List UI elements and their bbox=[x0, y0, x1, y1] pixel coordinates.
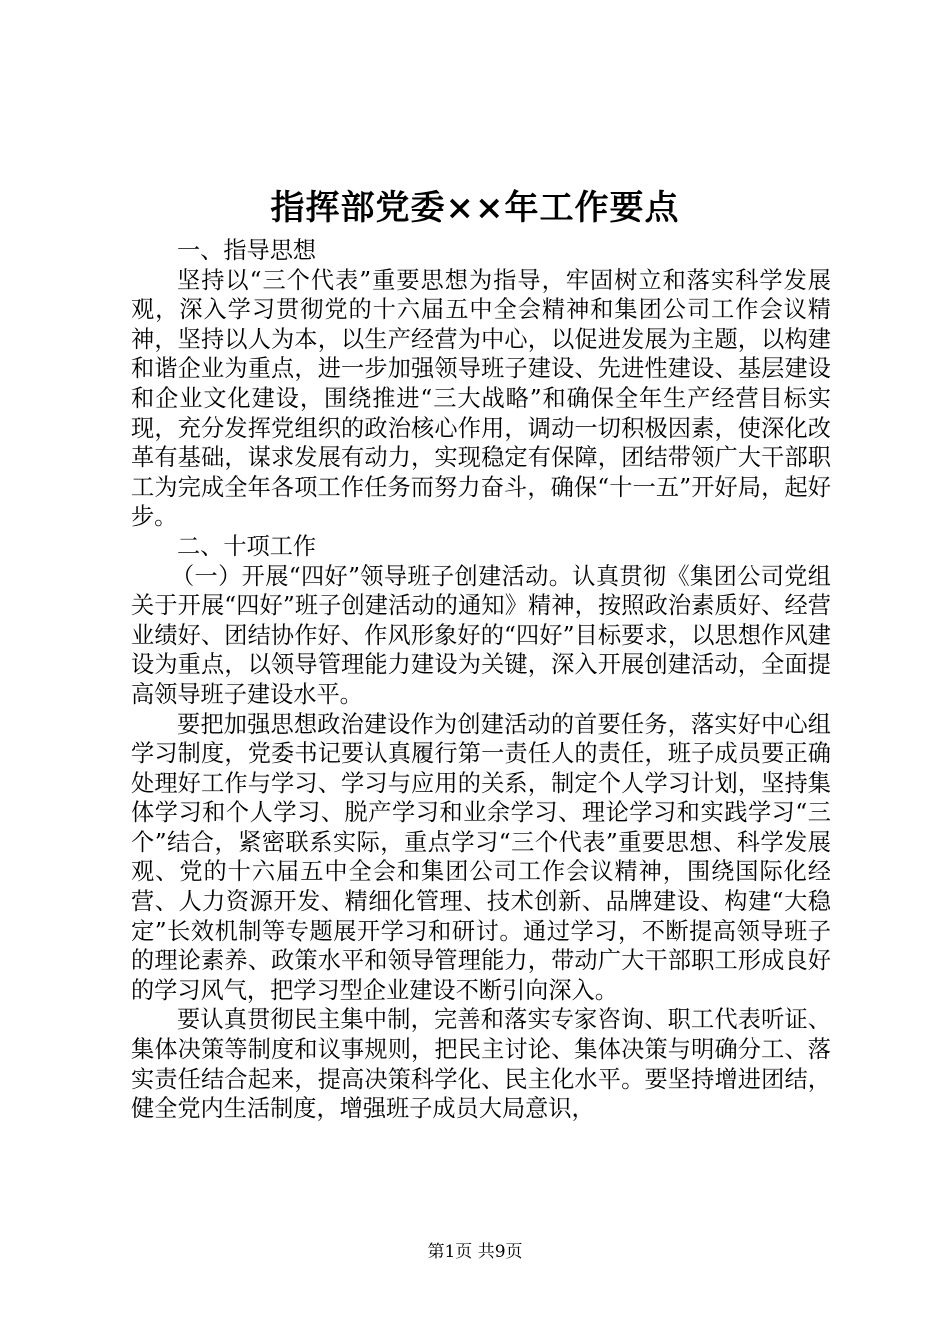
paragraph: （一）开展“四好”领导班子创建活动。认真贯彻《集团公司党组关于开展“四好”班子创建活动的通知》精神，按照政治素质好、经营业绩好、团结协作好、作风形象好的“四好”目标要求，以思想作风建设为重点，以领导管理能力建设为关键，深入开展创建活动，全面提高领导班子建设水平。 bbox=[131, 562, 831, 708]
page-number-footer: 第1页 共9页 bbox=[427, 1242, 523, 1262]
paragraph: 坚持以“三个代表”重要思想为指导，牢固树立和落实科学发展观，深入学习贯彻党的十六届五中全会精神和集团公司工作会议精神，坚持以人为本，以生产经营为中心，以促进发展为主题，以构建和谐企业为重点，进一步加强领导班子建设、先进性建设、基层建设和企业文化建设，围绕推进“三大战略”和确保全年生产经营目标实现，充分发挥党组织的政治核心作用，调动一切积极因素，使深化改革有基础，谋求发展有动力，实现稳定有保障，团结带领广大干部职工为完成全年各项工作任务而努力奋斗，确保“十一五”开好局，起好步。 bbox=[131, 266, 831, 531]
section-heading-guiding-ideology: 一、指导思想 bbox=[177, 237, 317, 264]
document-body bbox=[131, 236, 831, 1124]
paragraph: 要把加强思想政治建设作为创建活动的首要任务，落实好中心组学习制度，党委书记要认真履行第一责任人的责任，班子成员要正确处理好工作与学习、学习与应用的关系，制定个人学习计划，坚持集体学习和个人学习、脱产学习和业余学习、理论学习和实践学习“三个”结合，紧密联系实际，重点学习“三个代表”重要思想、科学发展观、党的十六届五中全会和集团公司工作会议精神，围绕国际化经营、人力资源开发、精细化管理、技术创新、品牌建设、构建“大稳定”长效机制等专题展开学习和研讨。通过学习，不断提高领导班子的理论素养、政策水平和领导管理能力，带动广大干部职工形成良好的学习风气，把学习型企业建设不断引向深入。 bbox=[131, 710, 831, 1004]
paragraph: 要认真贯彻民主集中制，完善和落实专家咨询、职工代表听证、集体决策等制度和议事规则，把民主讨论、集体决策与明确分工、落实责任结合起来，提高决策科学化、民主化水平。要坚持增进团结，健全党内生活制度，增强班子成员大局意识， bbox=[131, 1006, 831, 1123]
document-title: 指挥部党委××年工作要点 bbox=[270, 188, 680, 228]
section-heading-ten-tasks: 二、十项工作 bbox=[177, 532, 317, 560]
